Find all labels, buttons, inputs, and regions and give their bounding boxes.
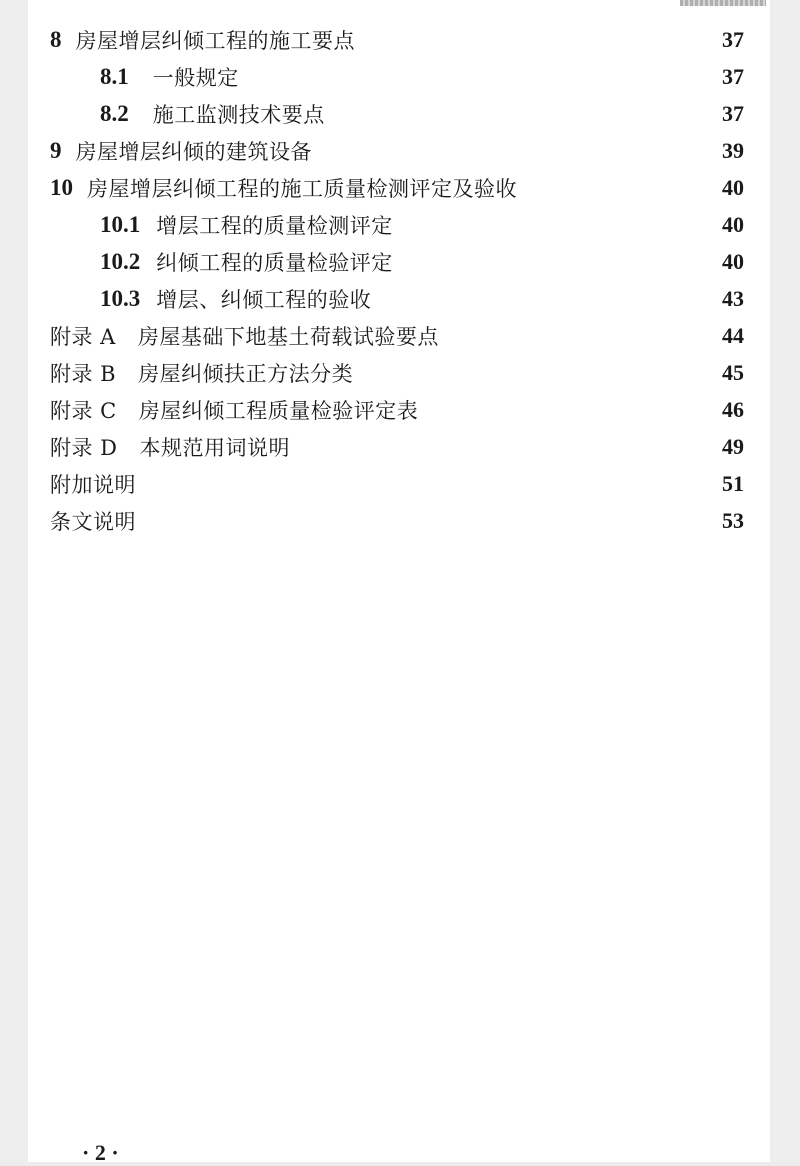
toc-entry-title: 增层工程的质量检测评定 (156, 214, 393, 238)
toc-entry-title: 附加说明 (50, 473, 136, 497)
toc-entry-page: 40 (722, 249, 744, 274)
toc-leader-dots (445, 318, 708, 354)
toc-entry-title: 房屋纠倾工程质量检验评定表 (138, 399, 419, 423)
toc-entry-title: 增层、纠倾工程的验收 (156, 288, 372, 312)
toc-entry-number: 10.1 (100, 212, 141, 237)
toc-entry[interactable] (50, 466, 744, 502)
toc-entry-page: 45 (722, 360, 744, 385)
toc-leader-dots (331, 96, 708, 132)
toc-leader-dots (523, 170, 708, 206)
toc-entry-title: 本规范用词说明 (139, 436, 291, 460)
toc-entry-title: 施工监测技术要点 (152, 103, 325, 127)
header-mark (680, 0, 766, 6)
toc-entry-title: 房屋基础下地基土荷载试验要点 (137, 325, 439, 349)
toc-entry-page: 53 (722, 508, 744, 533)
toc-entry[interactable] (50, 355, 744, 391)
toc-entry[interactable] (100, 207, 744, 243)
toc-entry-page: 40 (722, 212, 744, 237)
toc-entry-title: 房屋增层纠倾工程的施工要点 (75, 29, 355, 53)
page-margin-left (0, 0, 28, 1162)
toc-entry[interactable] (50, 170, 744, 206)
toc-entry-title: 房屋纠倾扶正方法分类 (138, 362, 354, 386)
toc-entry-number: 附录 C (50, 399, 117, 423)
toc-leader-dots (361, 22, 708, 58)
toc-leader-dots (296, 429, 708, 465)
document-page (28, 0, 770, 1165)
toc-entry[interactable] (100, 281, 744, 317)
toc-entry-number: 10.3 (100, 286, 141, 311)
toc-entry-number: 附录 B (50, 362, 117, 386)
page-number-footer: · 2 · (82, 1140, 119, 1165)
toc-entry-page: 43 (722, 286, 744, 311)
toc-entry-number: 10 (50, 175, 73, 200)
toc-leader-dots (377, 281, 708, 317)
toc-entry-page: 37 (722, 101, 744, 126)
toc-entry[interactable] (100, 96, 744, 132)
toc-entry[interactable] (50, 429, 744, 465)
toc-entry-page: 40 (722, 175, 744, 200)
toc-entry-number: 8.1 (100, 64, 129, 89)
toc-entry-page: 44 (722, 323, 744, 348)
toc-entry-page: 46 (722, 397, 744, 422)
toc-entry[interactable] (50, 22, 744, 58)
toc-entry-title: 房屋增层纠倾工程的施工质量检测评定及验收 (87, 177, 517, 201)
toc-entry-page: 49 (722, 434, 744, 459)
toc-entry-number: 附录 A (50, 325, 116, 349)
toc-leader-dots (142, 466, 708, 502)
toc-entry-title: 房屋增层纠倾的建筑设备 (75, 140, 312, 164)
toc-entry-number: 8 (50, 27, 62, 52)
toc-leader-dots (318, 133, 708, 169)
toc-entry[interactable] (50, 133, 744, 169)
toc-entry-number: 9 (50, 138, 62, 163)
toc-entry[interactable] (50, 318, 744, 354)
toc-entry[interactable] (50, 503, 744, 539)
toc-leader-dots (142, 503, 708, 539)
toc-leader-dots (424, 392, 708, 428)
toc-entry-title: 纠倾工程的质量检验评定 (156, 251, 393, 275)
toc-entry-number: 附录 D (50, 436, 118, 460)
toc-leader-dots (399, 244, 708, 280)
toc-entry-page: 37 (722, 27, 744, 52)
toc-entry-number: 8.2 (100, 101, 129, 126)
toc-entry-title: 一般规定 (152, 66, 239, 90)
toc-entry-page: 51 (722, 471, 744, 496)
toc-entry-title: 条文说明 (50, 510, 136, 534)
page-margin-right (770, 0, 800, 1162)
toc-leader-dots (399, 207, 708, 243)
toc-entry[interactable] (100, 244, 744, 280)
toc-entry-number: 10.2 (100, 249, 141, 274)
toc-entry[interactable] (100, 59, 744, 95)
toc-entry-page: 37 (722, 64, 744, 89)
toc-entry-page: 39 (722, 138, 744, 163)
toc-leader-dots (359, 355, 708, 391)
toc-entry[interactable] (50, 392, 744, 428)
toc-leader-dots (245, 59, 708, 95)
